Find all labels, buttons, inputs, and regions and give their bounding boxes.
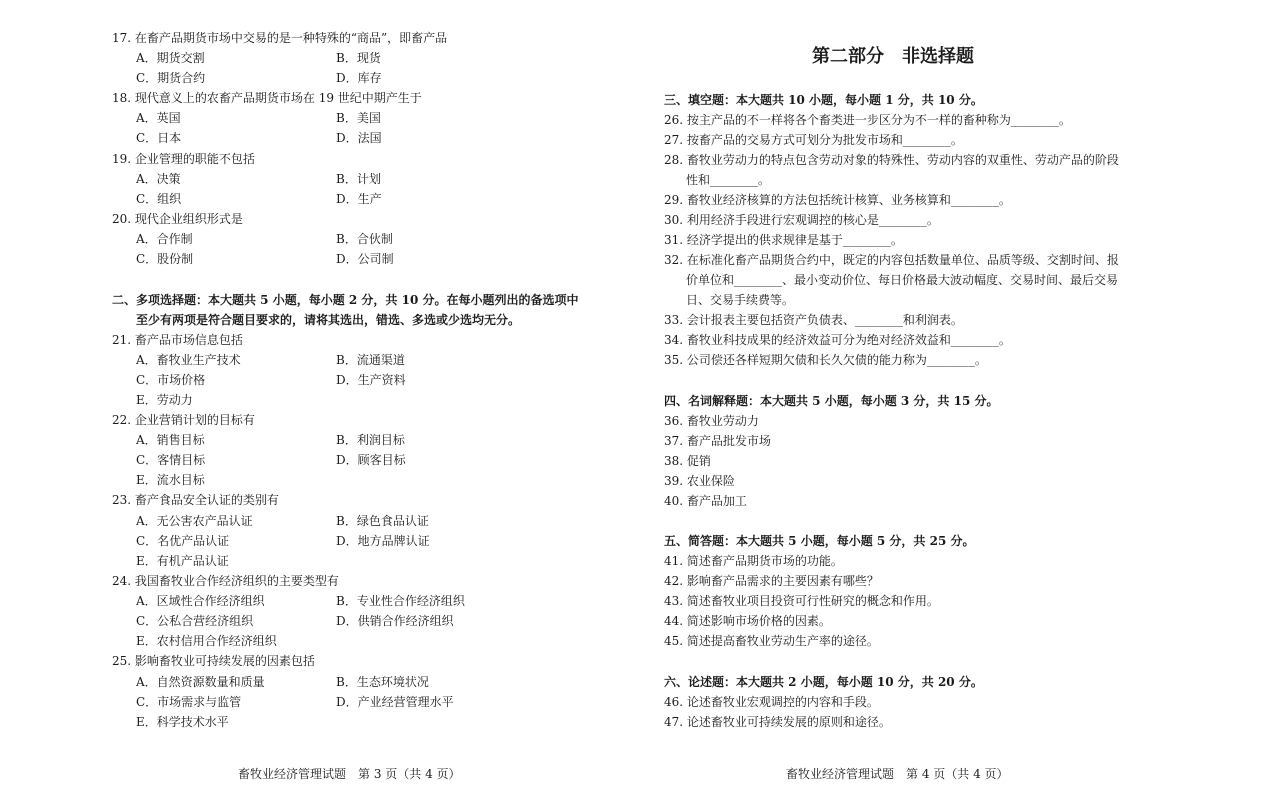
option-21-e: E．劳动力 (136, 393, 193, 407)
part-title: 第二部分 非选择题 (812, 46, 974, 67)
option-21-c: C．市场价格 (136, 373, 206, 387)
question-45: 45. 简述提高畜牧业劳动生产率的途径。 (664, 634, 879, 648)
option-21-d: D．生产资料 (336, 373, 406, 387)
question-34: 34. 畜牧业科技成果的经济效益可分为绝对经济效益和________。 (664, 333, 1011, 347)
option-24-c: C．公私合营经济组织 (136, 614, 254, 628)
option-20-c: C．股份制 (136, 252, 194, 266)
question-23-stem: 23. 畜产食品安全认证的类别有 (112, 493, 279, 507)
question-44: 44. 简述影响市场价格的因素。 (664, 614, 831, 628)
option-24-e: E．农村信用合作经济组织 (136, 634, 277, 648)
option-18-a: A．英国 (136, 111, 181, 125)
question-19-stem: 19. 企业管理的职能不包括 (112, 152, 255, 166)
question-29: 29. 畜牧业经济核算的方法包括统计核算、业务核算和________。 (664, 193, 1011, 207)
page-footer: 畜牧业经济管理试题 第 3 页（共 4 页） (238, 767, 461, 781)
option-23-b: B．绿色食品认证 (336, 514, 429, 528)
section-6-heading: 六、论述题：本大题共 2 小题，每小题 10 分，共 20 分。 (664, 675, 983, 689)
question-26: 26. 按主产品的不一样将各个畜类进一步区分为不一样的畜种称为________。 (664, 113, 1071, 127)
option-23-a: A．无公害农产品认证 (136, 514, 253, 528)
option-21-b: B．流通渠道 (336, 353, 405, 367)
section-2-heading-line-2: 至少有两项是符合题目要求的，请将其选出，错选、多选或少选均无分。 (136, 313, 521, 327)
option-18-c: C．日本 (136, 131, 182, 145)
option-24-b: B．专业性合作经济组织 (336, 594, 465, 608)
option-22-a: A．销售目标 (136, 433, 205, 447)
question-32-line-2: 价单位和________、最小变动价位、每日价格最大波动幅度、交易时间、最后交易 (686, 273, 1119, 287)
option-20-a: A．合作制 (136, 232, 193, 246)
option-25-d: D．产业经营管理水平 (336, 695, 454, 709)
option-23-d: D．地方品牌认证 (336, 534, 430, 548)
question-46: 46. 论述畜牧业宏观调控的内容和手段。 (664, 695, 879, 709)
question-32-line-3: 日、交易手续费等。 (686, 293, 795, 307)
question-39: 39. 农业保险 (664, 474, 735, 488)
section-5-heading: 五、简答题：本大题共 5 小题，每小题 5 分，共 25 分。 (664, 534, 975, 548)
option-19-a: A．决策 (136, 172, 181, 186)
option-25-c: C．市场需求与监管 (136, 695, 242, 709)
option-22-d: D．顾客目标 (336, 453, 406, 467)
option-22-b: B．利润目标 (336, 433, 405, 447)
option-24-a: A．区域性合作经济组织 (136, 594, 265, 608)
question-43: 43. 简述畜牧业项目投资可行性研究的概念和作用。 (664, 594, 939, 608)
section-3-heading: 三、填空题：本大题共 10 小题，每小题 1 分，共 10 分。 (664, 93, 983, 107)
question-18-stem: 18. 现代意义上的农畜产品期货市场在 19 世纪中期产生于 (112, 91, 422, 105)
question-30: 30. 利用经济手段进行宏观调控的核心是________。 (664, 213, 939, 227)
question-35: 35. 公司偿还各样短期欠债和长久欠债的能力称为________。 (664, 353, 987, 367)
question-27: 27. 按畜产品的交易方式可划分为批发市场和________。 (664, 133, 963, 147)
option-22-e: E．流水目标 (136, 473, 205, 487)
option-23-e: E．有机产品认证 (136, 554, 229, 568)
question-31: 31. 经济学提出的供求规律是基于________。 (664, 233, 903, 247)
question-22-stem: 22. 企业营销计划的目标有 (112, 413, 255, 427)
option-17-c: C．期货合约 (136, 71, 206, 85)
exam-page-4 (640, 0, 1280, 793)
option-25-a: A．自然资源数量和质量 (136, 675, 265, 689)
option-17-b: B．现货 (336, 51, 381, 65)
question-20-stem: 20. 现代企业组织形式是 (112, 212, 243, 226)
question-40: 40. 畜产品加工 (664, 494, 747, 508)
section-4-heading: 四、名词解释题：本大题共 5 小题，每小题 3 分，共 15 分。 (664, 394, 999, 408)
option-19-d: D．生产 (336, 192, 382, 206)
option-25-b: B．生态环境状况 (336, 675, 429, 689)
question-17-stem: 17. 在畜产品期货市场中交易的是一种特殊的“商品”，即畜产品 (112, 31, 448, 45)
question-28-line-1: 28. 畜牧业劳动力的特点包含劳动对象的特殊性、劳动内容的双重性、劳动产品的阶段 (664, 153, 1119, 167)
option-22-c: C．客情目标 (136, 453, 206, 467)
question-37: 37. 畜产品批发市场 (664, 434, 771, 448)
page-footer: 畜牧业经济管理试题 第 4 页（共 4 页） (786, 767, 1009, 781)
option-17-d: D．库存 (336, 71, 382, 85)
question-41: 41. 简述畜产品期货市场的功能。 (664, 554, 843, 568)
option-20-b: B．合伙制 (336, 232, 393, 246)
option-19-c: C．组织 (136, 192, 182, 206)
question-25-stem: 25. 影响畜牧业可持续发展的因素包括 (112, 654, 315, 668)
option-25-e: E．科学技术水平 (136, 715, 229, 729)
question-24-stem: 24. 我国畜牧业合作经济组织的主要类型有 (112, 574, 339, 588)
option-19-b: B．计划 (336, 172, 381, 186)
question-38: 38. 促销 (664, 454, 711, 468)
option-21-a: A．畜牧业生产技术 (136, 353, 241, 367)
question-32-line-1: 32. 在标准化畜产品期货合约中，既定的内容包括数量单位、品质等级、交割时间、报 (664, 253, 1119, 267)
option-18-b: B．美国 (336, 111, 381, 125)
question-36: 36. 畜牧业劳动力 (664, 414, 759, 428)
option-23-c: C．名优产品认证 (136, 534, 230, 548)
question-28-line-2: 性和________。 (686, 173, 771, 187)
section-2-heading-line-1: 二、多项选择题：本大题共 5 小题，每小题 2 分，共 10 分。在每小题列出的备选项中 (112, 293, 579, 307)
option-17-a: A．期货交割 (136, 51, 205, 65)
question-47: 47. 论述畜牧业可持续发展的原则和途径。 (664, 715, 891, 729)
option-24-d: D．供销合作经济组织 (336, 614, 454, 628)
option-20-d: D．公司制 (336, 252, 394, 266)
option-18-d: D．法国 (336, 131, 382, 145)
question-21-stem: 21. 畜产品市场信息包括 (112, 333, 243, 347)
question-33: 33. 会计报表主要包括资产负债表、________和利润表。 (664, 313, 963, 327)
question-42: 42. 影响畜产品需求的主要因素有哪些？ (664, 574, 879, 588)
